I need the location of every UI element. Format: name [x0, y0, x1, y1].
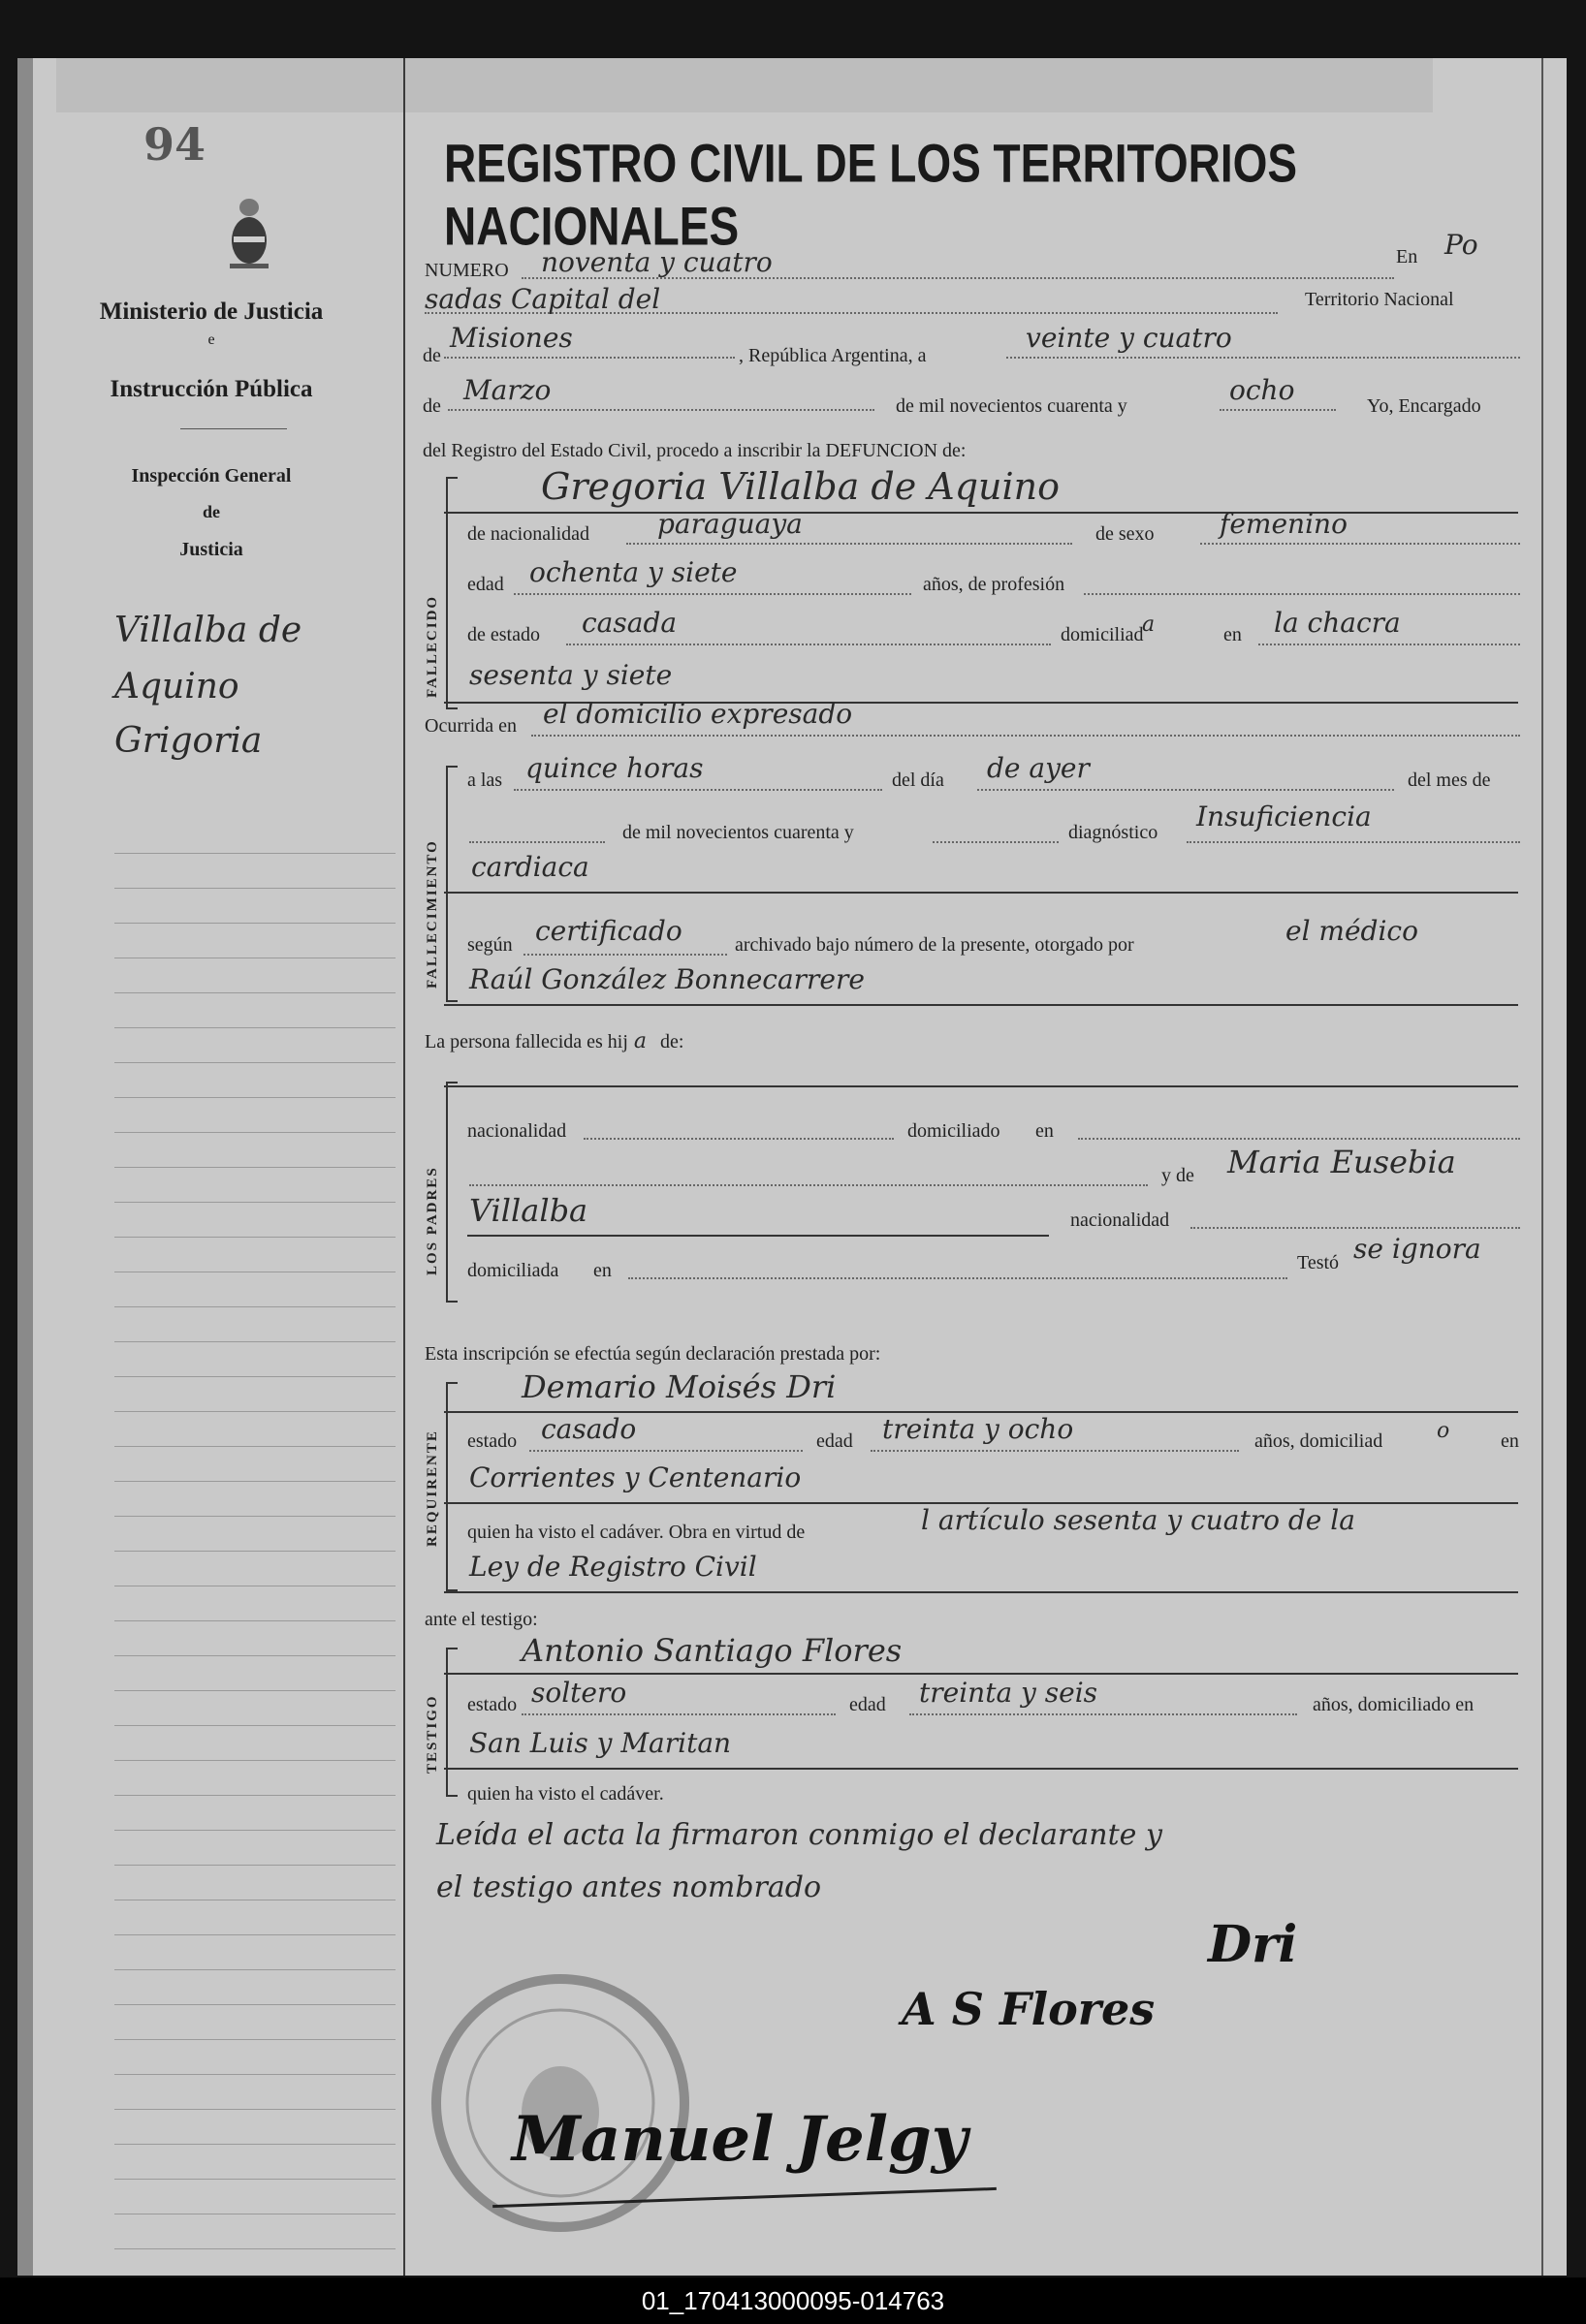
archivado-label: archivado bajo número de la presente, otorgado por	[735, 934, 1134, 956]
mil-label: de mil novecientos cuarenta y	[896, 395, 1127, 417]
divider	[180, 428, 287, 429]
requirente-name: Demario Moisés Dri	[522, 1368, 837, 1405]
tes-edad-value: treinta y seis	[919, 1677, 1098, 1709]
ledger-rule	[114, 992, 396, 993]
req-en-label: en	[1501, 1430, 1519, 1452]
ledger-rule	[114, 1551, 396, 1552]
de-label: de	[423, 345, 441, 366]
dotted-line	[871, 1450, 1239, 1452]
fallecimiento-side-label: FALLECIMIENTO	[425, 839, 440, 989]
declaracion-label: Esta inscripción se efectúa según declaración prestada por:	[425, 1343, 881, 1365]
city-value: sadas Capital del	[425, 283, 661, 315]
dotted-line	[469, 841, 605, 843]
dotted-line	[514, 593, 911, 595]
y-de-label: y de	[1161, 1165, 1194, 1186]
dia-value: de ayer	[987, 752, 1090, 784]
dia-label: del día	[892, 769, 944, 791]
diagnostico-value: Insuficiencia	[1196, 801, 1372, 832]
ledger-rule	[114, 1411, 396, 1412]
territory-value: Misiones	[450, 322, 573, 354]
republica-label: , República Argentina, a	[739, 345, 927, 366]
hijo-label-b: de:	[660, 1031, 684, 1052]
ministry-e: e	[207, 331, 215, 348]
domicilio-value2: sesenta y siete	[469, 659, 673, 691]
dotted-line	[1258, 644, 1520, 645]
ledger-rule	[114, 923, 396, 924]
deceased-name: Gregoria Villalba de Aquino	[541, 465, 1061, 508]
madre-value: Maria Eusebia	[1227, 1144, 1456, 1180]
ledger-rule	[114, 1202, 396, 1203]
ledger-rule	[114, 1167, 396, 1168]
ledger-rule	[114, 2039, 396, 2040]
domiciliado-label: domiciliado	[907, 1120, 1000, 1142]
testo-value: se ignora	[1353, 1233, 1481, 1265]
closing-line2: el testigo antes nombrado	[436, 1870, 822, 1904]
ledger-rule	[114, 1620, 396, 1621]
fallecimiento-mil-label: de mil novecientos cuarenta y	[622, 822, 854, 843]
req-virtud-value2: Ley de Registro Civil	[469, 1551, 757, 1583]
padre-nacionalidad-label: nacionalidad	[467, 1120, 567, 1142]
page-title: REGISTRO CIVIL DE LOS TERRITORIOS NACIONALES	[444, 133, 1298, 257]
edad-label: edad	[467, 574, 504, 595]
month-value: Marzo	[463, 374, 552, 406]
domiciliada-label: domiciliada	[467, 1260, 559, 1281]
ledger-rule	[114, 1655, 396, 1656]
en-label: en	[1223, 624, 1242, 645]
ledger-rule	[114, 2179, 396, 2180]
req-estado-label: estado	[467, 1430, 518, 1452]
ledger-rule	[114, 1690, 396, 1691]
req-virtud-value: l artículo sesenta y cuatro de la	[921, 1504, 1355, 1536]
domiciliad-label: domiciliad	[1061, 624, 1144, 645]
dotted-line	[444, 357, 735, 359]
day-value: veinte y cuatro	[1026, 322, 1232, 354]
underline	[467, 1235, 1049, 1237]
underline	[444, 1085, 1518, 1087]
section-bracket	[446, 766, 458, 1002]
ledger-rule	[114, 1097, 396, 1098]
ledger-rule	[114, 1237, 396, 1238]
section-bracket	[446, 1382, 458, 1591]
ledger-rule	[114, 1830, 396, 1831]
ledger-rule	[114, 1865, 396, 1866]
segun-label: según	[467, 934, 513, 956]
req-edad-label: edad	[816, 1430, 853, 1452]
dotted-line	[977, 789, 1394, 791]
tes-cadaver-label: quien ha visto el cadáver.	[467, 1783, 664, 1805]
ledger-rule	[114, 1516, 396, 1517]
nacionalidad-label: de nacionalidad	[467, 523, 590, 545]
tes-estado-value: soltero	[531, 1677, 627, 1709]
ledger-rule	[114, 2248, 396, 2249]
numero-label: NUMERO	[425, 260, 509, 281]
req-domicilio-value: Corrientes y Centenario	[469, 1461, 802, 1493]
section-bracket	[446, 1648, 458, 1797]
en-value: Po	[1444, 229, 1478, 261]
sexo-value: femenino	[1220, 508, 1348, 540]
ledger-rule	[114, 853, 396, 854]
underline	[444, 892, 1518, 894]
registro-line: del Registro del Estado Civil, procedo a inscribir la DEFUNCION de:	[423, 440, 967, 461]
underline	[444, 1673, 1518, 1675]
dotted-line	[909, 1713, 1297, 1715]
underline	[444, 1591, 1518, 1593]
madre-en-label: en	[593, 1260, 612, 1281]
sexo-label: de sexo	[1095, 523, 1155, 545]
requirente-side-label: REQUIRENTE	[425, 1429, 440, 1547]
testo-label: Testó	[1297, 1252, 1340, 1273]
diagnostico-label: diagnóstico	[1068, 822, 1158, 843]
dotted-line	[469, 1184, 1148, 1186]
medico-value: el médico	[1285, 915, 1418, 947]
tes-anos-label: años, domiciliado en	[1313, 1694, 1475, 1715]
page-number: 94	[143, 118, 206, 171]
ministry-line1: Ministerio de Justicia	[99, 298, 324, 325]
inspection-line2: Justicia	[179, 539, 243, 560]
margin-name-2: Aquino	[114, 667, 239, 707]
segun-value: certificado	[535, 915, 682, 947]
domiciliad-suffix: a	[1142, 612, 1156, 637]
dotted-line	[1200, 543, 1520, 545]
inspection-line1: Inspección General	[131, 465, 292, 487]
margin-name-3: Grigoria	[114, 721, 263, 761]
ledger-rule	[114, 1132, 396, 1133]
testigo-name: Antonio Santiago Flores	[522, 1632, 903, 1669]
signature-encargado: Manuel Jelgy	[512, 2103, 967, 2176]
underline	[444, 1768, 1518, 1770]
ledger-rule	[114, 1306, 396, 1307]
ocurrida-label: Ocurrida en	[425, 715, 517, 737]
ledger-rule	[114, 1795, 396, 1796]
ledger-rule	[114, 1341, 396, 1342]
edad-value: ochenta y siete	[529, 556, 738, 588]
hora-value: quince horas	[525, 752, 704, 784]
hijo-suffix: a	[633, 1029, 648, 1053]
padre-en-label: en	[1035, 1120, 1054, 1142]
numero-value: noventa y cuatro	[541, 246, 773, 278]
signature-testigo: A S Flores	[902, 1983, 1156, 2035]
estado-label: de estado	[467, 624, 540, 645]
yo-label: Yo, Encargado	[1367, 395, 1481, 417]
testigo-side-label: TESTIGO	[425, 1694, 440, 1774]
madre-nacionalidad-label: nacionalidad	[1070, 1209, 1170, 1231]
margin-name-1: Villalba de	[114, 611, 302, 650]
dotted-line	[523, 954, 727, 956]
dotted-line	[626, 543, 1072, 545]
dotted-line	[531, 735, 1520, 737]
facing-page-edge	[56, 58, 1433, 112]
dotted-line	[529, 1450, 803, 1452]
req-domiciliad-suffix: o	[1437, 1419, 1450, 1443]
ledger-rule	[114, 1969, 396, 1970]
ledger-rule	[114, 1027, 396, 1028]
tes-edad-label: edad	[849, 1694, 886, 1715]
fallecido-side-label: FALLECIDO	[425, 594, 440, 698]
dotted-line	[425, 312, 1278, 314]
domicilio-value: la chacra	[1274, 607, 1401, 639]
register-page	[17, 58, 1567, 2276]
dotted-line	[522, 1713, 836, 1715]
estado-value: casada	[582, 607, 678, 639]
underline	[444, 512, 1518, 514]
hijo-label-a: La persona fallecida es hij	[425, 1031, 628, 1052]
padres-side-label: LOS PADRES	[425, 1166, 440, 1275]
req-estado-value: casado	[541, 1413, 637, 1445]
dotted-line	[1190, 1227, 1520, 1229]
dotted-line	[1078, 1138, 1520, 1140]
ledger-rule	[114, 2109, 396, 2110]
medico-name: Raúl González Bonnecarrere	[469, 963, 865, 995]
dotted-line	[1187, 841, 1520, 843]
inspection-de: de	[203, 502, 220, 521]
profesion-label: años, de profesión	[923, 574, 1065, 595]
margin-divider	[403, 58, 405, 2276]
year-value: ocho	[1229, 374, 1295, 406]
dotted-line	[448, 409, 874, 411]
signature-declarante: Dri	[1208, 1915, 1298, 1974]
dotted-line	[514, 789, 882, 791]
ledger-rule	[114, 1725, 396, 1726]
image-caption: 01_170413000095-014763	[0, 2277, 1586, 2324]
req-cadaver-label: quien ha visto el cadáver. Obra en virtud de	[467, 1522, 806, 1543]
ministry-line2: Instrucción Pública	[110, 376, 313, 402]
ledger-rule	[114, 2144, 396, 2145]
de2-label: de	[423, 395, 441, 417]
ledger-rule	[114, 1481, 396, 1482]
dotted-line	[933, 841, 1059, 843]
closing-line1: Leída el acta la firmaron conmigo el declarante y	[436, 1818, 1162, 1852]
right-edge-line	[1541, 58, 1543, 2276]
ledger-rule	[114, 888, 396, 889]
ledger-rule	[114, 2004, 396, 2005]
req-anos-label: años, domiciliad	[1254, 1430, 1383, 1452]
dotted-line	[584, 1138, 894, 1140]
underline	[444, 1004, 1518, 1006]
dotted-line	[566, 644, 1051, 645]
dotted-line	[522, 277, 1394, 279]
ledger-rule	[114, 1062, 396, 1063]
tes-estado-label: estado	[467, 1694, 518, 1715]
tes-domicilio-value: San Luis y Maritan	[469, 1727, 732, 1759]
nacionalidad-value: paraguaya	[657, 508, 803, 540]
dotted-line	[628, 1277, 1287, 1279]
dotted-line	[1084, 593, 1520, 595]
coat-of-arms-icon	[225, 194, 273, 271]
madre-value2: Villalba	[469, 1192, 588, 1229]
dotted-line	[1006, 357, 1520, 359]
territorio-label: Territorio Nacional	[1305, 289, 1454, 310]
req-edad-value: treinta y ocho	[882, 1413, 1074, 1445]
ledger-rule	[114, 1376, 396, 1377]
ledger-rule	[114, 1934, 396, 1935]
ledger-rule	[114, 1760, 396, 1761]
dotted-line	[1220, 409, 1336, 411]
section-bracket	[446, 1082, 458, 1303]
a-las-label: a las	[467, 769, 503, 791]
ocurrida-value: el domicilio expresado	[543, 698, 853, 730]
ledger-rule	[114, 1446, 396, 1447]
ledger-rule	[114, 2074, 396, 2075]
mes-label: del mes de	[1408, 769, 1491, 791]
en-label: En	[1396, 246, 1418, 267]
book-spine	[17, 58, 33, 2276]
ante-testigo-label: ante el testigo:	[425, 1609, 538, 1630]
hijo-label	[425, 1029, 683, 1053]
diagnostico-value2: cardiaca	[471, 851, 589, 883]
